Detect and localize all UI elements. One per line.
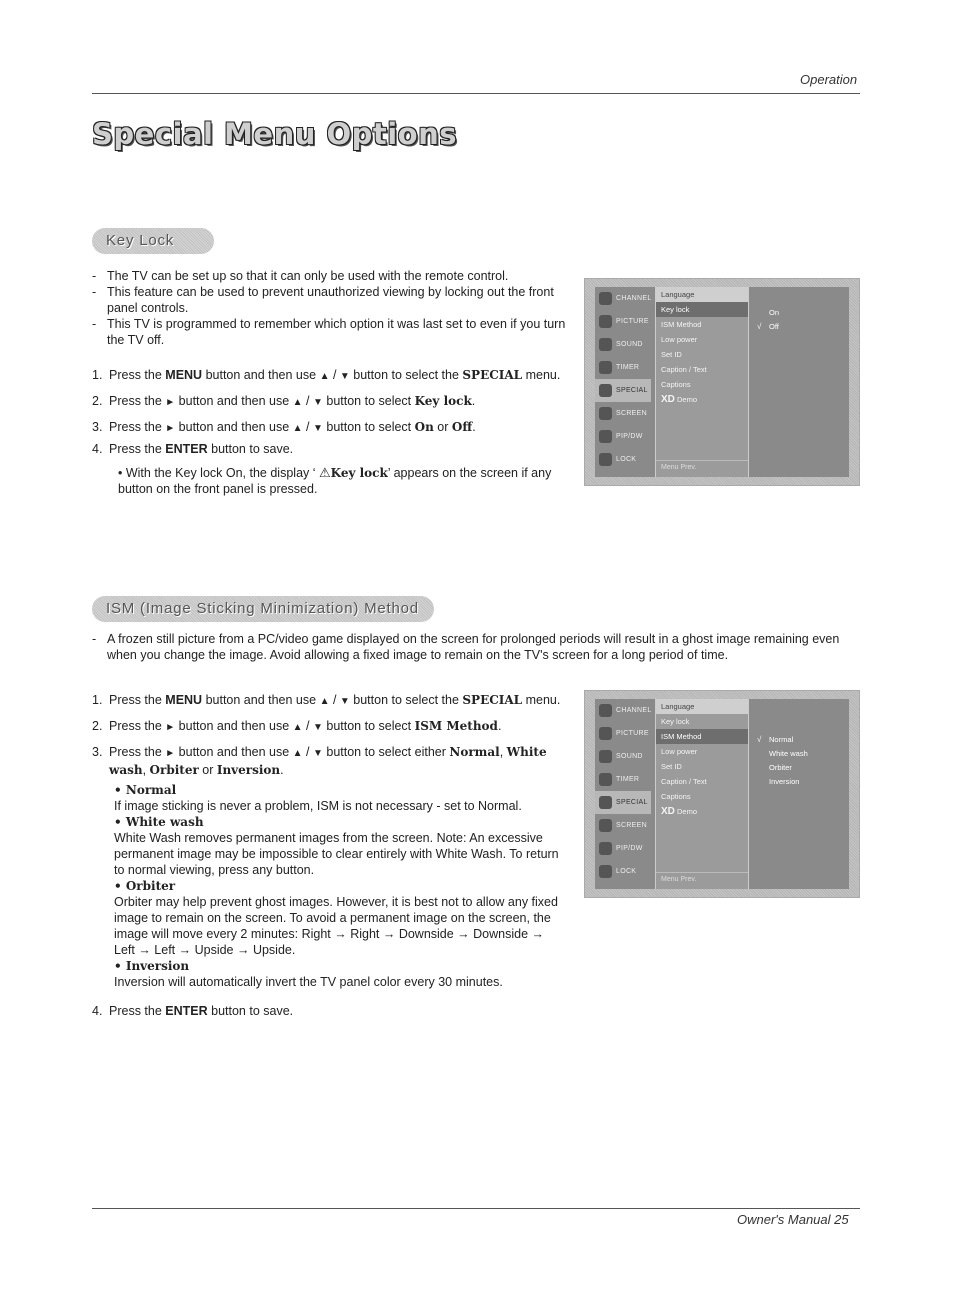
page-footer: Owner's Manual 25 <box>737 1212 849 1227</box>
option-orbiter: • Orbiter Orbiter may help prevent ghost images. However, it is best not to allow any fixed image to remain on the screen. To avoid a permanent image on the screen, the image will move every 2 minutes: Right → Right → Downside → Downside → Left → Left → Upside → Upside. <box>114 879 558 957</box>
key-lock-heading: Key Lock <box>92 228 214 254</box>
menu-item-low-power: Low power <box>661 335 698 344</box>
warning-icon: ⚠ <box>319 465 331 480</box>
step-4: 4. Press the ENTER button to save. <box>92 1004 294 1018</box>
menu-item-caption-text: Caption / Text <box>661 365 707 374</box>
ism-steps <box>92 692 582 1019</box>
category-screen: SCREEN <box>595 814 651 837</box>
menu-item-set-id: Set ID <box>661 762 682 771</box>
key-lock-steps <box>92 367 582 497</box>
menu-panel <box>595 699 849 889</box>
menu-items <box>655 699 749 889</box>
step-3: 3. Press the ► button and then use ▲ / ▼ button to select On or Off. <box>92 420 476 434</box>
option-white-wash: White wash <box>769 749 808 758</box>
channel-icon <box>599 704 612 717</box>
timer-icon <box>599 773 612 786</box>
category-sound: SOUND <box>595 745 651 768</box>
menu-categories <box>595 699 651 889</box>
category-timer: TIMER <box>595 356 651 379</box>
menu-item-language: Language <box>656 699 748 714</box>
sound-icon <box>599 338 612 351</box>
category-special: SPECIAL <box>595 791 651 814</box>
pip-icon <box>599 430 612 443</box>
section-label: Operation <box>800 72 858 87</box>
option-orbiter: Orbiter <box>769 763 792 772</box>
ism-heading: ISM (Image Sticking Minimization) Method <box>92 596 434 622</box>
category-special: SPECIAL <box>595 379 651 402</box>
menu-item-xd-demo: XD Demo <box>661 806 697 817</box>
category-picture: PICTURE <box>595 310 651 333</box>
list-item: - The TV can be set up so that it can only be used with the remote control. <box>92 269 509 283</box>
menu-categories <box>595 287 651 477</box>
menu-panel <box>595 287 849 477</box>
picture-icon <box>599 315 612 328</box>
menu-item-language: Language <box>656 287 748 302</box>
menu-item-set-id: Set ID <box>661 350 682 359</box>
option-inversion: • Inversion Inversion will automatically invert the TV panel color every 30 minutes. <box>114 959 503 989</box>
lock-icon <box>599 865 612 878</box>
category-timer: TIMER <box>595 768 651 791</box>
category-lock: LOCK <box>595 448 651 471</box>
special-icon <box>599 384 612 397</box>
sound-icon <box>599 750 612 763</box>
category-lock: LOCK <box>595 860 651 883</box>
menu-item-ism: ISM Method <box>656 729 748 744</box>
picture-icon <box>599 727 612 740</box>
channel-icon <box>599 292 612 305</box>
check-icon: √ <box>757 735 762 744</box>
step-1: 1. Press the MENU button and then use ▲ / ▼ button to select the SPECIAL menu. <box>92 693 561 707</box>
list-item: - A frozen still picture from a PC/video game displayed on the screen for prolonged periods will result in a ghost image remaining even when you change the image. Avoid allowing a fixed image to remain on the TV's screen for a long period of time. <box>92 632 840 662</box>
list-item: - This feature can be used to prevent unauthorized viewing by locking out the front panel controls. <box>92 285 554 315</box>
menu-options <box>755 699 849 889</box>
category-pip: PIP/DW <box>595 837 651 860</box>
option-normal: • Normal If image sticking is never a problem, ISM is not necessary - set to Normal. <box>114 783 522 813</box>
step-1: 1. Press the MENU button and then use ▲ / ▼ button to select the SPECIAL menu. <box>92 368 561 382</box>
menu-item-key-lock: Key lock <box>661 717 690 726</box>
category-channel: CHANNEL <box>595 699 651 722</box>
lock-icon <box>599 453 612 466</box>
menu-item-caption-text: Caption / Text <box>661 777 707 786</box>
special-icon <box>599 796 612 809</box>
screen-icon <box>599 407 612 420</box>
timer-icon <box>599 361 612 374</box>
page-title: Special Menu Options <box>92 117 458 151</box>
option-white-wash: • White wash White Wash removes permanent images from the screen. Note: An excessive permanent image may be impossible to clear entirely with White Wash. To return to normal viewing, press any button. <box>114 815 559 877</box>
option-off: √ Off <box>755 320 849 334</box>
ism-intro <box>92 631 860 663</box>
step-3: 3. Press the ► button and then use ▲ / ▼ button to select either Normal, White wash, Orbiter or Inversion. <box>92 745 547 777</box>
menu-item-xd-demo: XD Demo <box>661 394 697 405</box>
category-picture: PICTURE <box>595 722 651 745</box>
menu-item-key-lock: Key lock <box>656 302 748 317</box>
step-4: 4. Press the ENTER button to save. <box>92 442 294 456</box>
menu-item-captions: Captions <box>661 792 691 801</box>
pip-icon <box>599 842 612 855</box>
option-on: On <box>769 308 780 317</box>
step-2: 2. Press the ► button and then use ▲ / ▼ button to select Key lock. <box>92 394 476 408</box>
menu-item-low-power: Low power <box>661 747 698 756</box>
key-lock-bullets <box>92 268 577 348</box>
category-sound: SOUND <box>595 333 651 356</box>
screen-icon <box>599 819 612 832</box>
menu-item-captions: Captions <box>661 380 691 389</box>
category-pip: PIP/DW <box>595 425 651 448</box>
option-normal: √ Normal <box>755 733 849 747</box>
category-channel: CHANNEL <box>595 287 651 310</box>
key-lock-note: • With the Key lock On, the display ‘ ⚠Key lock’ appears on the screen if any button on the front panel is pressed. <box>118 465 552 496</box>
check-icon: √ <box>757 322 762 331</box>
menu-footer: Menu Prev. <box>656 460 748 475</box>
ism-options <box>92 782 564 990</box>
category-screen: SCREEN <box>595 402 651 425</box>
menu-options <box>755 287 849 477</box>
menu-items <box>655 287 749 477</box>
menu-item-ism: ISM Method <box>661 320 702 329</box>
option-inversion: Inversion <box>769 777 800 786</box>
header-rule <box>92 93 860 94</box>
list-item: - This TV is programmed to remember which option it was last set to even if you turn the TV off. <box>92 317 566 347</box>
key-lock-menu-screenshot <box>584 278 860 486</box>
footer-rule <box>92 1208 860 1209</box>
step-2: 2. Press the ► button and then use ▲ / ▼ button to select ISM Method. <box>92 719 502 733</box>
ism-menu-screenshot <box>584 690 860 898</box>
menu-footer: Menu Prev. <box>656 872 748 887</box>
